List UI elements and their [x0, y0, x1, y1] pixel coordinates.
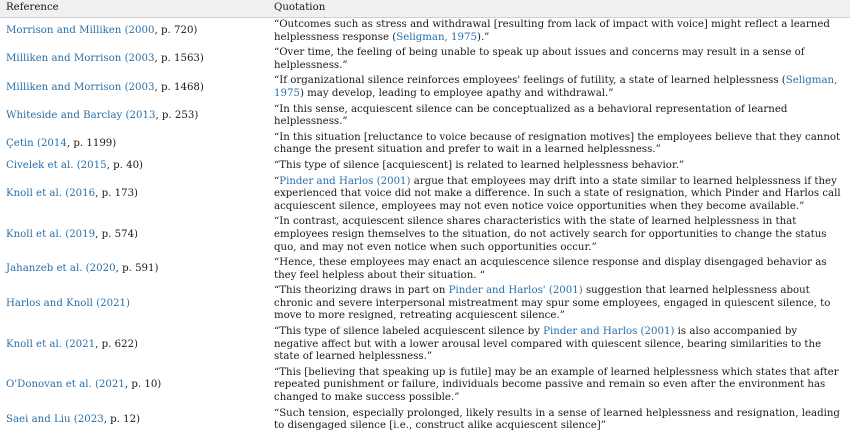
reference-page: , p. 10) — [124, 379, 162, 391]
table-row — [0, 74, 850, 102]
reference-cell — [0, 46, 268, 74]
reference-cell — [0, 256, 268, 284]
quotation-cell — [268, 284, 850, 325]
reference-link[interactable]: Milliken and Morrison (2003 — [6, 81, 155, 93]
table-row — [0, 407, 850, 435]
table-row — [0, 46, 850, 74]
reference-page: , p. 622) — [95, 338, 139, 350]
reference-page: , p. 1199) — [66, 138, 117, 150]
reference-link[interactable]: Whiteside and Barclay (2013 — [6, 109, 156, 121]
table-row — [0, 215, 850, 256]
reference-link[interactable]: Civelek et al. (2015 — [6, 159, 107, 171]
reference-page: , p. 591) — [115, 263, 159, 275]
reference-cell — [0, 74, 268, 102]
reference-link[interactable]: Knoll et al. (2021 — [6, 338, 96, 350]
inline-citation-link[interactable]: Seligman, 1975 — [274, 75, 838, 99]
reference-cell — [0, 284, 268, 325]
quotation-text: “In this situation [reluctance to voice because of resignation motives] the employees believe that they cannot change the present situation and prefer to wait in a learned helplessness.” — [274, 131, 841, 156]
quotation-cell — [268, 159, 850, 175]
quotation-cell — [268, 18, 850, 47]
header-quotation: Quotation — [268, 0, 850, 18]
reference-link[interactable]: O'Donovan et al. (2021 — [6, 379, 125, 391]
table-row — [0, 366, 850, 407]
reference-link[interactable]: Knoll et al. (2016 — [6, 188, 96, 200]
reference-cell — [0, 131, 268, 159]
quotation-text: “In this sense, acquiescent silence can be conceptualized as a behavioral representation of learned helplessness.” — [274, 103, 788, 128]
reference-link[interactable]: Knoll et al. (2019 — [6, 228, 96, 240]
quotation-text: ).” — [476, 31, 490, 43]
quotation-cell — [268, 175, 850, 216]
reference-link[interactable]: Saei and Liu (2023 — [6, 413, 104, 425]
quotation-text: “In contrast, acquiescent silence shares characteristics with the state of learned helplessness in that employees resign themselves to the situation, do not actively search for opportunities to change the status quo, and may not even notice when such opportunities occur.” — [274, 216, 827, 253]
quotation-cell — [268, 131, 850, 159]
inline-citation-link[interactable]: Seligman, 1975 — [396, 31, 477, 43]
table-header-row — [0, 0, 850, 18]
reference-page: , p. 173) — [95, 188, 139, 200]
quotation-cell — [268, 325, 850, 366]
quotation-cell — [268, 215, 850, 256]
quotation-text: suggestion that learned helplessness about chronic and severe interpersonal mistreatment may spur some employees, engaged in quiescent silence, to move to more resigned, retreating acquiescent silence.” — [274, 285, 831, 322]
quotation-text: “This type of silence labeled acquiescent silence by — [274, 326, 544, 338]
quotation-cell — [268, 103, 850, 131]
inline-citation-link[interactable]: Pinder and Harlos (2001) — [543, 326, 675, 338]
inline-citation-link[interactable]: Pinder and Harlos (2001) — [279, 175, 411, 187]
reference-page: , p. 40) — [106, 159, 144, 171]
quotation-text: “If organizational silence reinforces employees' feelings of futility, a state of learned helplessness ( — [274, 75, 786, 87]
table-row — [0, 284, 850, 325]
reference-page: , p. 253) — [155, 109, 199, 121]
reference-link[interactable]: Çetin (2014 — [6, 138, 67, 150]
quotation-text: “This theorizing draws in part on — [274, 285, 449, 297]
reference-link[interactable]: Morrison and Milliken (2000 — [6, 25, 155, 37]
quotation-cell — [268, 256, 850, 284]
reference-page: , p. 1563) — [154, 53, 204, 65]
reference-link[interactable]: Milliken and Morrison (2003 — [6, 53, 155, 65]
quotation-text: “Such tension, especially prolonged, likely results in a sense of learned helplessness and resignation, leading to disengaged silence [i.e., construct alike acquiescent silence]” — [274, 407, 840, 432]
header-reference: Reference — [0, 0, 268, 18]
quotation-cell — [268, 366, 850, 407]
quotation-cell — [268, 74, 850, 102]
reference-link[interactable]: Harlos and Knoll (2021) — [6, 297, 131, 309]
table-row — [0, 18, 850, 47]
reference-cell — [0, 215, 268, 256]
reference-cell — [0, 407, 268, 435]
table-row — [0, 325, 850, 366]
table-body — [0, 18, 850, 435]
reference-cell — [0, 175, 268, 216]
quotation-text: argue that employees may drift into a state similar to learned helplessness if they experienced that voice did not make a difference. In such a state of resignation, which Pinder and Harlos call acquiescent silence, employees may not even notice voice opportunities when they become available.” — [274, 175, 841, 212]
reference-cell — [0, 159, 268, 175]
quotation-text: “This type of silence [acquiescent] is related to learned helplessness behavior.” — [274, 159, 685, 171]
quotation-text: “Outcomes such as stress and withdrawal [resulting from lack of impact with voice] might reflect a learned helplessness response ( — [274, 19, 830, 43]
quotation-text: “Over time, the feeling of being unable to speak up about issues and concerns may result in a sense of helplessness.” — [274, 47, 805, 71]
inline-citation-link[interactable]: Pinder and Harlos' (2001) — [448, 285, 583, 297]
reference-link[interactable]: Jahanzeb et al. (2020 — [6, 263, 116, 275]
table-row — [0, 256, 850, 284]
reference-page: , p. 12) — [103, 413, 141, 425]
quotation-text: “ — [274, 175, 280, 187]
table-row — [0, 103, 850, 131]
reference-page: , p. 720) — [154, 25, 198, 37]
table-row — [0, 131, 850, 159]
reference-cell — [0, 366, 268, 407]
table-row — [0, 175, 850, 216]
reference-page: , p. 1468) — [154, 81, 204, 93]
quotation-text: is also accompanied by negative affect but with a lower arousal level compared with quiescent silence, bearing similarities to the state of learned helplessness.” — [274, 326, 822, 363]
reference-cell — [0, 103, 268, 131]
quotation-cell — [268, 407, 850, 435]
table-row — [0, 159, 850, 175]
quotation-text: “This [believing that speaking up is futile] may be an example of learned helplessness which states that after repeated punishment or failure, individuals become passive and remain so even after the environment has changed to make success possible.” — [274, 366, 839, 404]
quotation-text: ) may develop, leading to employee apathy and withdrawal.” — [299, 87, 614, 99]
reference-cell — [0, 325, 268, 366]
quotation-cell — [268, 46, 850, 74]
reference-cell — [0, 18, 268, 47]
quotation-text: “Hence, these employees may enact an acquiescence silence response and display disengaged behavior as they feel helpless about their situation. “ — [274, 257, 827, 281]
reference-page: , p. 574) — [95, 228, 139, 240]
